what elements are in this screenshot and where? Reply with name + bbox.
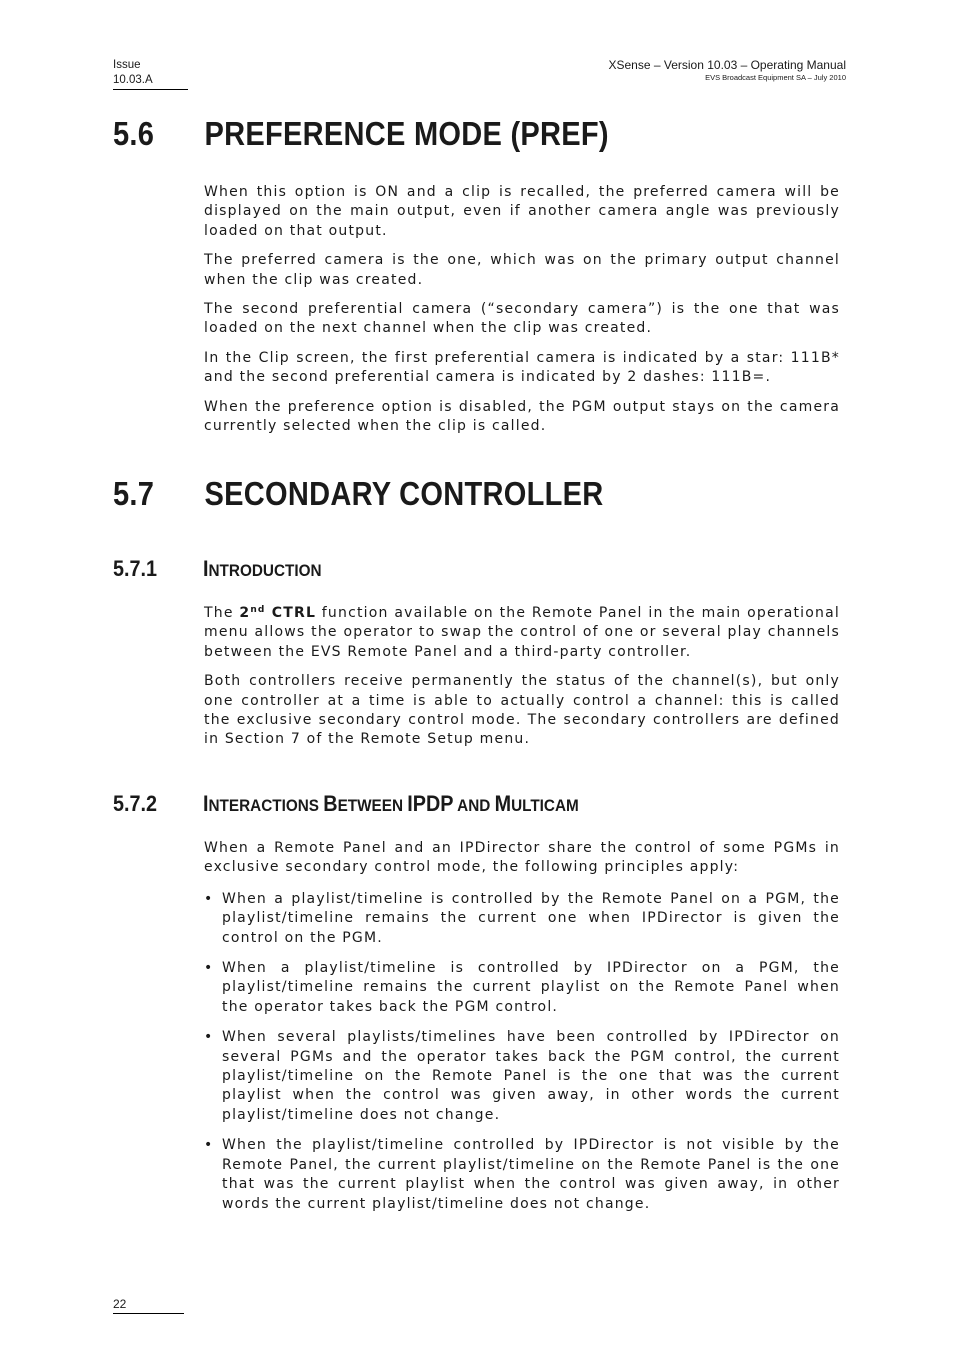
title-initial: M — [494, 791, 512, 816]
ctrl-ordinal: nd — [250, 605, 266, 615]
title-rest: NTRODUCTION — [208, 561, 322, 580]
document-title: XSense – Version 10.03 – Operating Manual — [608, 58, 846, 72]
list-item — [204, 890, 840, 948]
section-5-7-heading — [113, 474, 603, 514]
principles-list — [204, 890, 840, 1214]
section-5-6-body — [204, 183, 840, 446]
list-item — [204, 959, 840, 1017]
bullet: • — [204, 1137, 214, 1154]
issue-number: 10.03.A — [113, 74, 153, 86]
paragraph: In the Clip screen, the first preferential camera is indicated by a star: 111B* and the second preferential camera is indicated by 2 dashes: 111B=. — [204, 349, 840, 386]
ctrl-label — [239, 605, 316, 621]
list-item-text: When a playlist/timeline is controlled by the Remote Panel on a PGM, the playlist/timeline remains the current one when IPDirector is given the control on the PGM. — [222, 890, 840, 946]
section-5-7-1-body — [204, 604, 840, 760]
list-item-text: When several playlists/timelines have been controlled by IPDirector on several PGMs and the operator takes back the PGM control, the current playlist/timeline on the Remote Panel is the one that was the current playlist when the control was given away, in other words the current playlist/timeline does not change. — [222, 1029, 840, 1123]
title-part: ETWEEN — [337, 796, 408, 815]
title-initial: B — [323, 791, 338, 816]
paragraph: The preferred camera is the one, which was on the primary output channel when the clip was created. — [204, 252, 840, 288]
section-number: 5.7 — [113, 475, 155, 512]
list-item-text: When a playlist/timeline is controlled by IPDirector on a PGM, the playlist/timeline remains the current playlist on the Remote Panel when the operator takes back the PGM control. — [222, 960, 840, 1015]
bullet: • — [204, 960, 214, 977]
section-5-7-1-heading — [113, 554, 322, 586]
list-item — [204, 1136, 840, 1214]
section-number: 5.6 — [113, 115, 155, 152]
section-title: SECONDARY CONTROLLER — [204, 475, 604, 512]
paragraph: When a Remote Panel and an IPDirector share the control of some PGMs in exclusive secondary control mode, the following principles apply: — [204, 840, 840, 876]
list-item-text: When the playlist/timeline controlled by IPDirector is not visible by the Remote Panel, the current playlist/timeline on the Remote Panel is the one that was the current playlist when the control was given away, in other words the current playlist/timeline does not change. — [222, 1137, 840, 1212]
list-item — [204, 1028, 840, 1125]
paragraph: Both controllers receive permanently the status of the channel(s), but only one controller at a time is able to actually control a channel: this is called the exclusive secondary control mode. The secondary controllers are defined in Section 7 of the Remote Setup menu. — [204, 673, 840, 748]
title-part: ULTICAM — [511, 796, 579, 815]
title-part: AND — [453, 796, 495, 815]
section-5-7-2-heading — [113, 789, 579, 821]
title-initial: I — [203, 556, 209, 581]
text-run: The — [204, 605, 240, 621]
header-issue — [113, 58, 188, 90]
bullet: • — [204, 890, 214, 907]
header-title-block — [609, 58, 847, 83]
section-5-7-2-body — [204, 839, 840, 1225]
issue-label: Issue — [113, 59, 141, 71]
title-initial: I — [203, 791, 209, 816]
subsection-number: 5.7.1 — [113, 556, 158, 581]
section-5-6-heading — [113, 114, 609, 154]
paragraph: The second preferential camera (“secondary camera”) is the one that was loaded on the next channel when the clip was created. — [204, 301, 840, 337]
text-run: function available on the Remote Panel in the main operational menu allows the operator to swap the control of one or several play channels between the EVS Remote Panel and a third-party controller. — [204, 605, 840, 660]
bullet: • — [204, 1029, 214, 1046]
page-number: 22 — [113, 1296, 184, 1314]
ctrl-number: 2 — [239, 605, 251, 621]
ctrl-text: CTRL — [265, 605, 317, 621]
paragraph: When the preference option is disabled, the PGM output stays on the camera currently selected when the clip is called. — [204, 398, 840, 435]
paragraph-2nd-ctrl — [204, 604, 840, 662]
section-title: PREFERENCE MODE (PREF) — [204, 115, 609, 152]
subsection-number: 5.7.2 — [113, 791, 158, 816]
title-part: NTERACTIONS — [208, 796, 324, 815]
title-part: IPDP — [407, 791, 454, 816]
paragraph: When this option is ON and a clip is recalled, the preferred camera will be displayed on the main output, even if another camera angle was previously loaded on that output. — [204, 184, 840, 239]
document-subtitle: EVS Broadcast Equipment SA – July 2010 — [705, 73, 846, 82]
